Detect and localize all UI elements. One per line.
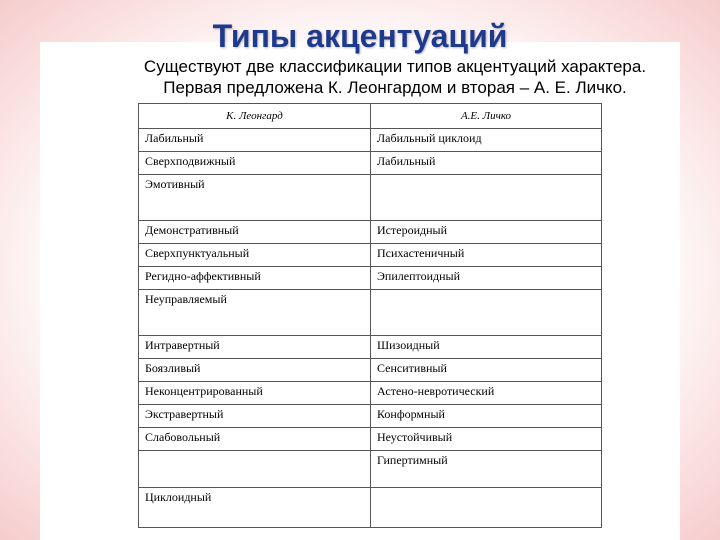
cell-leonhard: Сверхпунктуальный: [139, 244, 371, 267]
cell-lichko: Эпилептоидный: [371, 267, 602, 290]
slide-title-text: Типы акцентуаций: [212, 18, 508, 54]
slide-subtitle: [100, 56, 690, 98]
cell-lichko: [371, 175, 602, 221]
cell-lichko: [371, 488, 602, 528]
cell-leonhard: Интравертный: [139, 336, 371, 359]
table-row: [139, 221, 602, 244]
accentuation-table: [138, 103, 602, 528]
table-row: [139, 175, 602, 221]
table-row: [139, 428, 602, 451]
table-body: [139, 129, 602, 528]
table-row: [139, 244, 602, 267]
cell-leonhard: Неконцентрированный: [139, 382, 371, 405]
table-row: [139, 382, 602, 405]
cell-leonhard: Слабовольный: [139, 428, 371, 451]
cell-leonhard: Регидно-аффективный: [139, 267, 371, 290]
table-row: [139, 405, 602, 428]
cell-lichko: Астено-невротический: [371, 382, 602, 405]
cell-lichko: Лабильный циклоид: [371, 129, 602, 152]
cell-leonhard: Экстравертный: [139, 405, 371, 428]
cell-leonhard: Боязливый: [139, 359, 371, 382]
table-row: [139, 359, 602, 382]
cell-lichko: Лабильный: [371, 152, 602, 175]
cell-leonhard: Циклоидный: [139, 488, 371, 528]
cell-lichko: Гипертимный: [371, 451, 602, 488]
table-row: [139, 129, 602, 152]
table-header-row: [139, 104, 602, 129]
table-row: [139, 451, 602, 488]
subtitle-line-1: Существуют две классификации типов акцентуаций характера.: [143, 57, 647, 76]
slide-title: [0, 18, 720, 55]
cell-leonhard: Демонстративный: [139, 221, 371, 244]
cell-lichko: Истероидный: [371, 221, 602, 244]
table-row: [139, 267, 602, 290]
subtitle-line-2: Первая предложена К. Леонгардом и вторая – А. Е. Личко.: [163, 78, 627, 97]
cell-leonhard: Сверхподвижный: [139, 152, 371, 175]
cell-lichko: Конформный: [371, 405, 602, 428]
table-row: [139, 488, 602, 528]
header-lichko: А.Е. Личко: [371, 104, 602, 129]
cell-leonhard: Неуправляемый: [139, 290, 371, 336]
table-row: [139, 152, 602, 175]
table-row: [139, 336, 602, 359]
cell-leonhard: Эмотивный: [139, 175, 371, 221]
cell-leonhard: [139, 451, 371, 488]
cell-lichko: Шизоидный: [371, 336, 602, 359]
cell-leonhard: Лабильный: [139, 129, 371, 152]
cell-lichko: Психастеничный: [371, 244, 602, 267]
cell-lichko: Сенситивный: [371, 359, 602, 382]
cell-lichko: [371, 290, 602, 336]
header-leonhard: К. Леонгард: [139, 104, 371, 129]
cell-lichko: Неустойчивый: [371, 428, 602, 451]
table-row: [139, 290, 602, 336]
